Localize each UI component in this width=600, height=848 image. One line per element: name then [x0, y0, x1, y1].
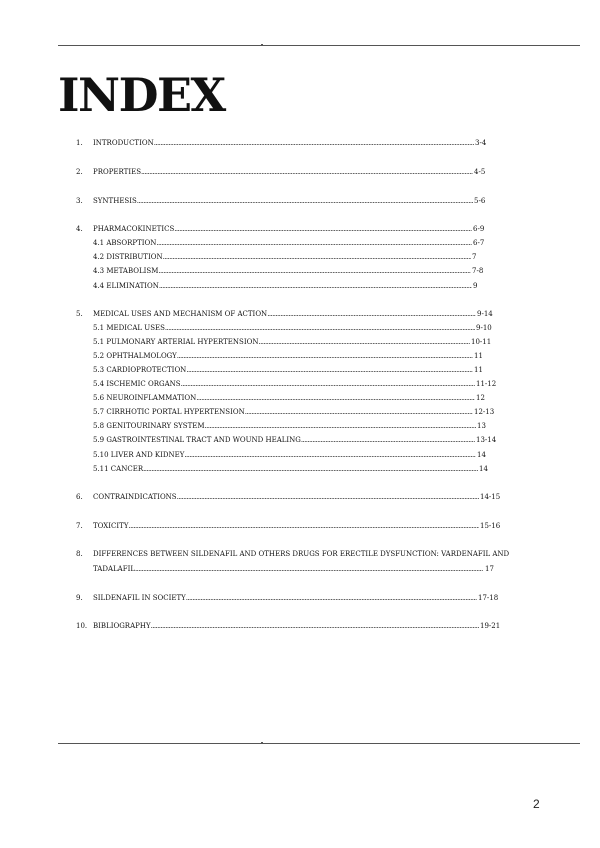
toc-subentry[interactable]	[0, 449, 600, 461]
toc-entry-continuation[interactable]	[0, 563, 600, 575]
toc-entry-pages: 9-14	[477, 310, 493, 318]
toc-entry-label: 4.1 ABSORPTION .....	[93, 237, 472, 249]
toc-entry[interactable]	[0, 548, 600, 560]
footer-rule	[58, 743, 580, 744]
toc-entry-pages: 12	[476, 394, 485, 402]
page-number: 2	[533, 797, 540, 811]
toc-subentry[interactable]	[0, 406, 600, 418]
footer-rule-marker	[261, 742, 263, 744]
toc-entry[interactable]	[0, 592, 600, 604]
toc-entry[interactable]	[0, 195, 600, 207]
toc-entry-pages: 10-11	[471, 338, 492, 346]
toc-subentry[interactable]	[0, 237, 600, 249]
toc-entry-pages: 13-14	[476, 436, 497, 444]
toc-entry-label: 5.6 NEUROINFLAMMATION .....	[93, 392, 475, 404]
toc-subentry[interactable]	[0, 251, 600, 263]
toc-entry-label: 5.7 CIRRHOTIC PORTAL HYPERTENSION .....	[93, 406, 473, 418]
toc-subentry[interactable]	[0, 336, 600, 348]
toc-entry-pages: 12-13	[474, 408, 495, 416]
toc-entry-label: 4.4 ELIMINATION .....	[93, 280, 472, 292]
toc-entry-pages: 14-15	[480, 493, 501, 501]
toc-entry-pages: 7-8	[472, 267, 484, 275]
toc-entry-label: DIFFERENCES BETWEEN SILDENAFIL AND OTHERS DRUGS FOR ERECTILE DYSFUNCTION: VARDENAFIL AND	[93, 550, 510, 558]
toc-entry-label: SILDENAFIL IN SOCIETY .....	[93, 592, 477, 604]
toc-entry-pages: 17-18	[478, 594, 499, 602]
toc-entry-pages: 17	[485, 565, 494, 573]
toc-entry-label: TADALAFIL .....	[93, 563, 483, 575]
toc-entry[interactable]	[0, 520, 600, 532]
toc-entry-pages: 19-21	[480, 622, 501, 630]
toc-entry-pages: 6-7	[473, 239, 485, 247]
toc-entry-number: 1.	[76, 139, 83, 147]
toc-entry[interactable]	[0, 223, 600, 235]
toc-entry-pages: 15-16	[480, 522, 501, 530]
toc-entry-label: SYNTHESIS .....	[93, 195, 473, 207]
toc-entry-pages: 7	[472, 253, 477, 261]
toc-entry-pages: 4-5	[474, 168, 486, 176]
toc-subentry[interactable]	[0, 434, 600, 446]
toc-subentry[interactable]	[0, 378, 600, 390]
toc-entry-pages: 3-4	[475, 139, 487, 147]
toc-entry[interactable]	[0, 620, 600, 632]
toc-entry-number: 8.	[76, 550, 83, 558]
toc-subentry[interactable]	[0, 280, 600, 292]
toc-entry-label: CONTRAINDICATIONS .....	[93, 491, 479, 503]
toc-entry-label: 5.11 CANCER .....	[93, 463, 478, 475]
toc-entry-pages: 13	[477, 422, 486, 430]
toc-entry-number: 5.	[76, 310, 83, 318]
toc-entry-label: PHARMACOKINETICS .....	[93, 223, 472, 235]
toc-entry-pages: 5-6	[474, 197, 486, 205]
toc-subentry[interactable]	[0, 392, 600, 404]
toc-subentry[interactable]	[0, 322, 600, 334]
toc-entry-label: 5.4 ISCHEMIC ORGANS .....	[93, 378, 475, 390]
toc-entry-label: MEDICAL USES AND MECHANISM OF ACTION .....	[93, 308, 476, 320]
toc-entry[interactable]	[0, 491, 600, 503]
toc-entry-label: 5.3 CARDIOPROTECTION .....	[93, 364, 473, 376]
toc-entry-pages: 9-10	[476, 324, 492, 332]
toc-entry-number: 6.	[76, 493, 83, 501]
toc-entry-label: 5.9 GASTROINTESTINAL TRACT AND WOUND HEALING .....	[93, 434, 475, 446]
toc-entry-label: 5.2 OPHTHALMOLOGY .....	[93, 350, 473, 362]
toc-entry-pages: 11	[474, 352, 483, 360]
toc-entry-label: 5.8 GENITOURINARY SYSTEM .....	[93, 420, 476, 432]
toc-subentry[interactable]	[0, 364, 600, 376]
toc-entry-number: 3.	[76, 197, 83, 205]
toc-subentry[interactable]	[0, 265, 600, 277]
toc-entry[interactable]	[0, 308, 600, 320]
toc-subentry[interactable]	[0, 350, 600, 362]
toc-entry-pages: 14	[479, 465, 488, 473]
toc-entry[interactable]	[0, 137, 600, 149]
toc-entry-pages: 9	[473, 282, 478, 290]
toc-entry-label: TOXICITY .....	[93, 520, 479, 532]
toc-entry-number: 2.	[76, 168, 83, 176]
toc-entry-label: 5.1 MEDICAL USES .....	[93, 322, 475, 334]
toc-entry-number: 10.	[76, 622, 88, 630]
toc-entry-number: 4.	[76, 225, 83, 233]
toc-entry-label: INTRODUCTION .....	[93, 137, 474, 149]
toc-entry-label: 5.10 LIVER AND KIDNEY .....	[93, 449, 476, 461]
toc-entry-label: 5.1 PULMONARY ARTERIAL HYPERTENSION .....	[93, 336, 470, 348]
toc-entry-label: 4.3 METABOLISM .....	[93, 265, 471, 277]
toc-entry[interactable]	[0, 166, 600, 178]
toc-entry-label: PROPERTIES .....	[93, 166, 473, 178]
page-title: INDEX	[58, 68, 225, 122]
toc-subentry[interactable]	[0, 463, 600, 475]
toc-entry-pages: 14	[477, 451, 486, 459]
toc-entry-label: BIBLIOGRAPHY .....	[93, 620, 479, 632]
toc-entry-number: 7.	[76, 522, 83, 530]
toc-entry-number: 9.	[76, 594, 83, 602]
toc-subentry[interactable]	[0, 420, 600, 432]
toc-entry-pages: 11-12	[476, 380, 497, 388]
toc-entry-pages: 6-9	[473, 225, 485, 233]
toc-entry-pages: 11	[474, 366, 483, 374]
toc-entry-label: 4.2 DISTRIBUTION .....	[93, 251, 471, 263]
